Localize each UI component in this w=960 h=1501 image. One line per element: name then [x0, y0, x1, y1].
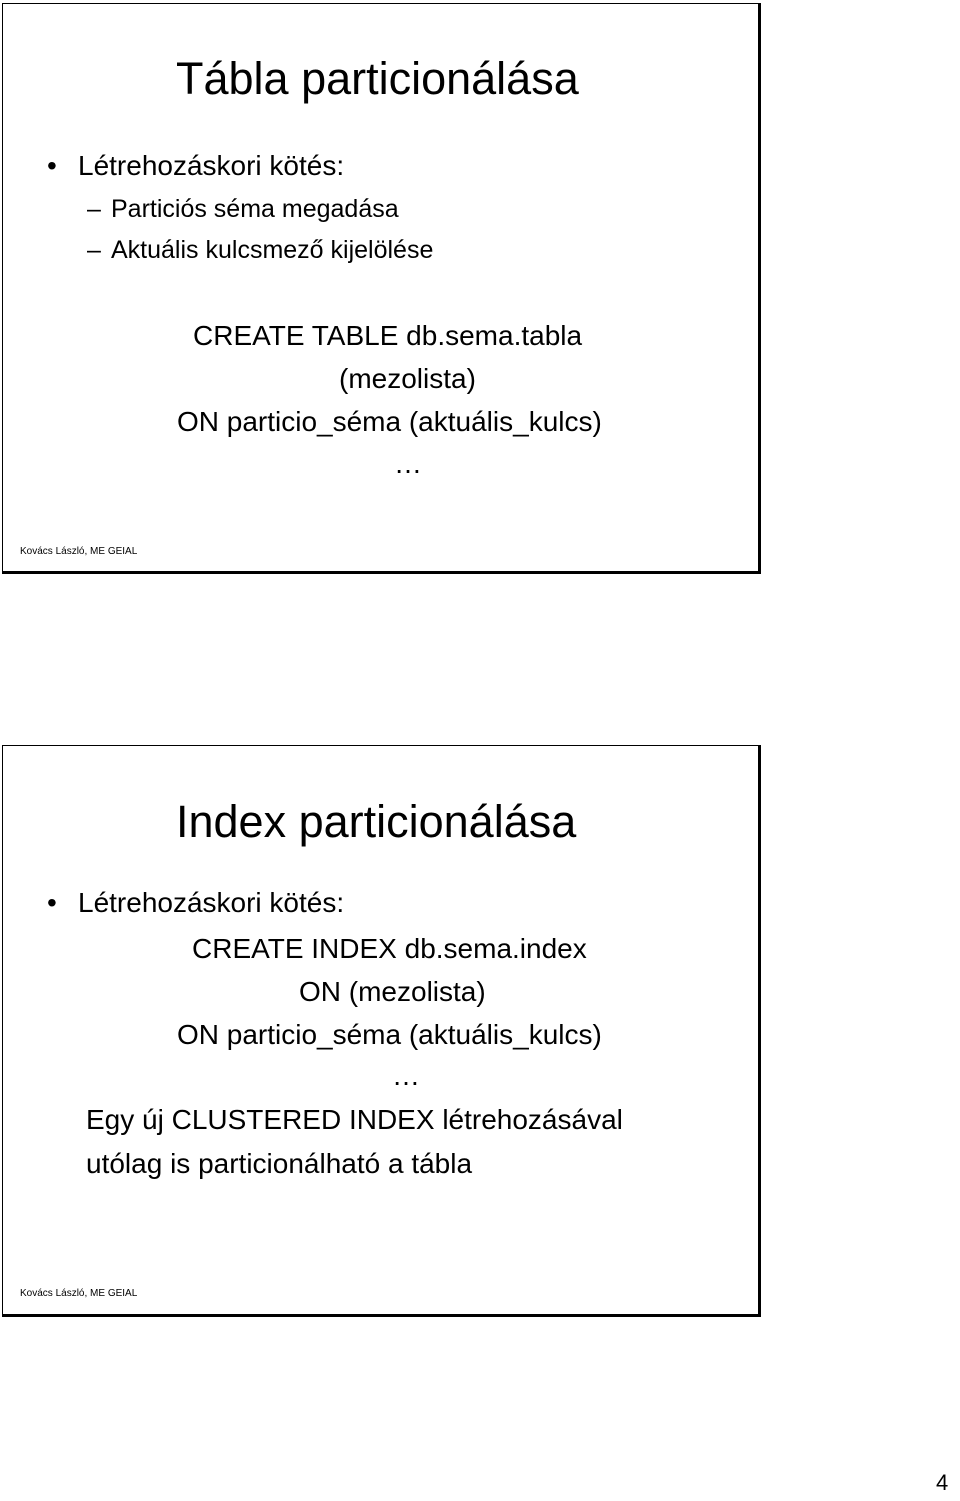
slide-title: Tábla particionálása [176, 53, 579, 104]
bullet-icon: • [47, 887, 57, 918]
code-line: ON (mezolista) [299, 976, 486, 1007]
slide-footer: Kovács László, ME GEIAL [20, 546, 138, 557]
code-line: (mezolista) [339, 363, 476, 394]
dash-icon: – [87, 195, 101, 223]
slide-title: Index particionálása [176, 796, 577, 847]
code-line: ON particio_séma (aktuális_kulcs) [177, 406, 602, 437]
dash-icon: – [87, 236, 101, 264]
code-line: CREATE INDEX db.sema.index [192, 933, 587, 964]
sub-item: Aktuális kulcsmező kijelölése [111, 236, 434, 264]
code-line: CREATE TABLE db.sema.tabla [193, 320, 583, 351]
note-line: utólag is particionálható a tábla [86, 1148, 473, 1179]
slide-1 [2, 3, 761, 574]
code-line: ON particio_séma (aktuális_kulcs) [177, 1019, 602, 1050]
note-line: Egy új CLUSTERED INDEX létrehozásával [86, 1104, 623, 1135]
page-number: 4 [936, 1470, 949, 1495]
slide-footer: Kovács László, ME GEIAL [20, 1288, 138, 1299]
code-line: … [394, 448, 422, 479]
slide-2 [2, 745, 761, 1317]
bullet-text: Létrehozáskori kötés: [78, 150, 345, 181]
sub-item: Particiós séma megadása [111, 195, 399, 223]
bullet-text: Létrehozáskori kötés: [78, 887, 345, 918]
code-line: … [392, 1060, 420, 1091]
bullet-icon: • [47, 150, 57, 181]
